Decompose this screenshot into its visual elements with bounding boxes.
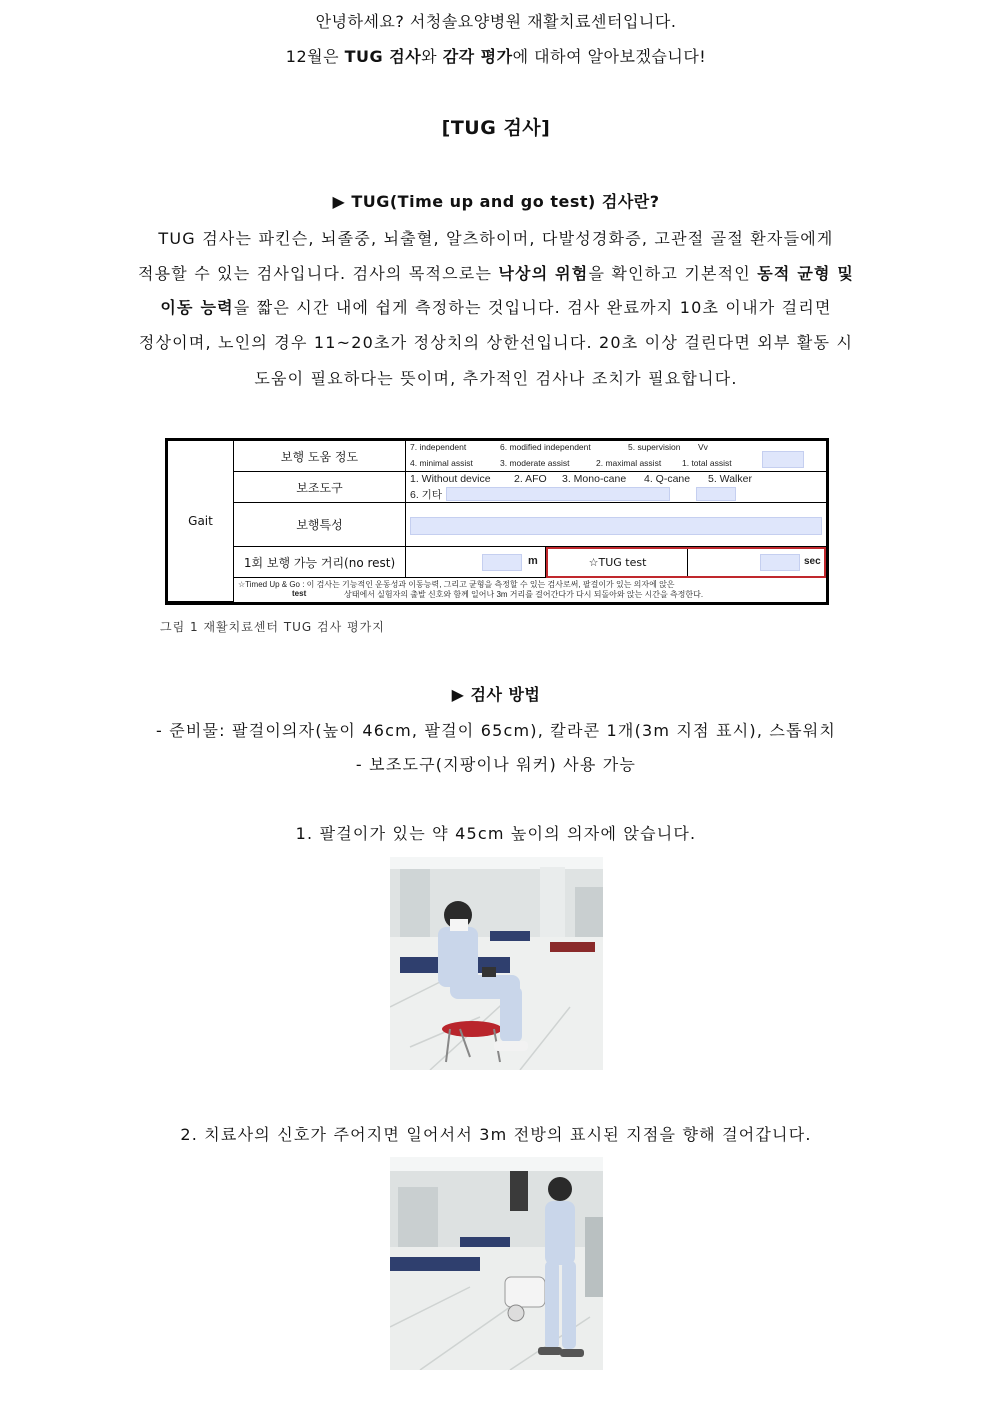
seated-patient-illustration (390, 857, 603, 1070)
row1-label: 보행 도움 정도 (280, 449, 359, 464)
opt-supervision: 5. supervision (628, 442, 681, 452)
para-3a: 이동 능력 (160, 298, 234, 317)
opt-maximal: 2. maximal assist (596, 458, 662, 468)
tug-label: ☆TUG test (588, 556, 647, 569)
para-2c: 을 확인하고 기본적인 (588, 264, 758, 283)
opt-walker: 5. Walker (708, 473, 752, 485)
row2-label: 보조도구 (296, 480, 343, 495)
gait-label-cell (168, 441, 234, 602)
topic-pre: 12월은 (285, 47, 345, 66)
assist-level-field[interactable] (762, 451, 804, 468)
opt-modified: 6. modified independent (500, 442, 591, 452)
para-2a: 적용할 수 있는 검사입니다. 검사의 목적으로는 (137, 264, 499, 283)
note-line-2: 상태에서 실험자의 출발 신호와 함께 일어나 3m 거리를 걸어간다가 다시 되돌아와 앉는 시간을 측정한다. (344, 590, 704, 599)
section-title: [TUG 검사] (441, 117, 551, 139)
tug-test-box (546, 547, 826, 578)
row3-label-cell (234, 503, 406, 547)
other-device-field[interactable] (446, 487, 670, 501)
gait-label: Gait (188, 514, 213, 528)
row3-label: 보행특성 (296, 518, 343, 532)
step-2: 2. 치료사의 신호가 주어지면 일어서서 3m 전방의 표시된 지점을 향해 걸어갑니다. (180, 1125, 812, 1144)
opt-minimal: 4. minimal assist (410, 458, 473, 468)
row4-value-cell (406, 547, 546, 578)
opt-q-cane: 4. Q-cane (644, 473, 691, 485)
greeting: 안녕하세요? 서청솔요양병원 재활치료센터입니다. (315, 12, 677, 31)
topic-line (0, 44, 992, 67)
method-heading: ▶ 검사 방법 (451, 685, 541, 704)
note-line-1: ☆Timed Up & Go : 이 검사는 기능적인 운동성과 이동능력, 그리고 균형을 측정할 수 있는 검사로써, 팔걸이가 있는 의자에 앉은 (238, 580, 675, 589)
opt-independent: 7. independent (410, 442, 467, 452)
para-3b: 을 짧은 시간 내에 쉽게 측정하는 것입니다. 검사 완료까지 10초 이내가 걸리면 (233, 298, 832, 317)
opt-other: 6. 기타 (410, 489, 442, 501)
opt-vv: Vv (698, 442, 708, 452)
row3-value-cell (406, 503, 826, 547)
para-line-1: TUG 검사는 파킨슨, 뇌졸중, 뇌출혈, 알츠하이머, 다발성경화증, 고관절 골절 환자들에게 (158, 229, 834, 248)
para-2b: 낙상의 위험 (498, 264, 589, 283)
row1-options-cell (406, 441, 826, 472)
row4-label: 1회 보행 가능 거리(no rest) (243, 555, 396, 570)
para-line-5: 도움이 필요하다는 뜻이며, 추가적인 검사나 조치가 필요합니다. (254, 369, 738, 388)
para-line-3 (0, 295, 992, 318)
tug-evaluation-form (165, 438, 829, 605)
tug-label-cell (548, 549, 688, 576)
row2-label-cell (234, 472, 406, 503)
row1-label-cell (234, 441, 406, 472)
opt-moderate: 3. moderate assist (500, 458, 570, 468)
gait-characteristics-field[interactable] (410, 517, 822, 535)
tug-seconds-field[interactable] (760, 554, 800, 571)
what-is-heading: ▶ TUG(Time up and go test) 검사란? (332, 192, 660, 211)
note-test-label: test (292, 589, 307, 598)
row2-options-cell (406, 472, 826, 503)
distance-unit: m (528, 555, 538, 567)
tug-unit: sec (804, 556, 821, 567)
opt-total: 1. total assist (682, 458, 732, 468)
method-aid: - 보조도구(지팡이나 워커) 사용 가능 (355, 755, 637, 774)
photo-walking-patient (390, 1157, 603, 1370)
step-1: 1. 팔걸이가 있는 약 45cm 높이의 의자에 앉습니다. (295, 824, 697, 843)
topic-tug: TUG 검사 (344, 47, 422, 66)
walking-patient-illustration (390, 1157, 603, 1370)
topic-mid: 와 (421, 47, 443, 66)
opt-without-device: 1. Without device (410, 473, 491, 485)
para-line-4: 정상이며, 노인의 경우 11~20초가 정상치의 상한선입니다. 20초 이상 걸린다면 외부 활동 시 (138, 333, 854, 352)
topic-post: 에 대하여 알아보겠습니다! (512, 47, 707, 66)
note-cell (234, 578, 826, 602)
photo-seated-patient (390, 857, 603, 1070)
para-line-2 (0, 261, 992, 284)
device-extra-field[interactable] (696, 487, 736, 501)
method-prep: - 준비물: 팔걸이의자(높이 46cm, 팔걸이 65cm), 칼라콘 1개(3m 지점 표시), 스톱워치 (155, 721, 837, 740)
figure-caption: 그림 1 재활치료센터 TUG 검사 평가지 (160, 620, 385, 634)
topic-sense: 감각 평가 (442, 47, 513, 66)
para-2d: 동적 균형 및 (757, 264, 855, 283)
row4-label-cell (234, 547, 406, 578)
opt-afo: 2. AFO (514, 473, 547, 485)
walking-distance-field[interactable] (482, 554, 522, 571)
opt-mono-cane: 3. Mono-cane (562, 473, 627, 485)
